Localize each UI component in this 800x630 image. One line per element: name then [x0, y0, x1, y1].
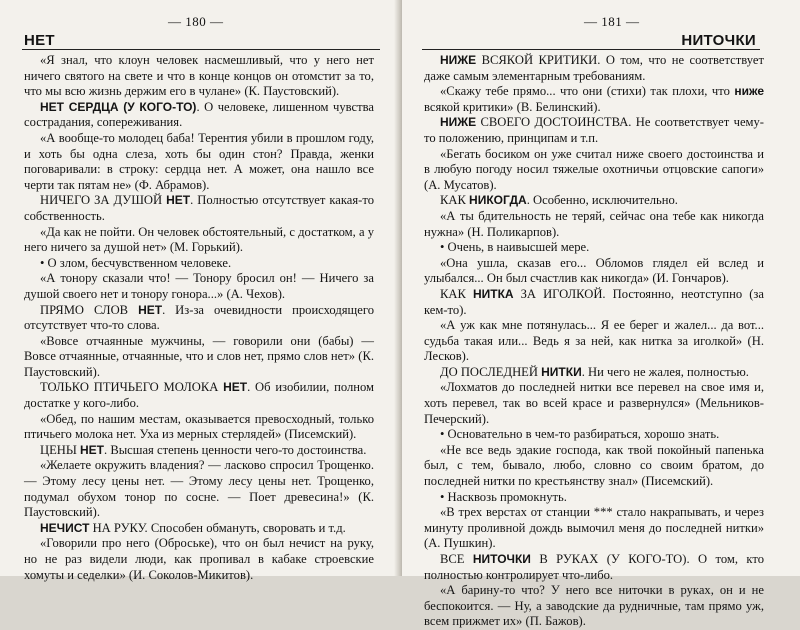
- body-text: . Особенно, исключительно.: [526, 193, 678, 208]
- paragraph: [24, 256, 374, 272]
- paragraph: [24, 521, 374, 537]
- left-page-text: [24, 53, 374, 583]
- paragraph: [424, 147, 764, 194]
- paragraph: [24, 100, 374, 131]
- paragraph: [424, 84, 764, 115]
- body-text: • О злом, бесчувственном человеке.: [40, 255, 232, 270]
- body-text: «Она ушла, сказав его... Обломов глядел ей вслед и улыбался... Он был счастлив как никогда» (И. Гончаров).: [424, 255, 764, 286]
- body-text: . О человеке, лишенном чувства сострадания, сопереживания.: [24, 99, 374, 130]
- paragraph: [24, 225, 374, 256]
- headword-text: ниже: [734, 84, 764, 99]
- body-text: «Лохматов до последней нитки все перевел на свое имя и, хоть перевел, так во всей красе и развернулся» (Мельников-Печерский).: [424, 380, 764, 426]
- paragraph: [24, 380, 374, 411]
- paragraph: [24, 53, 374, 100]
- body-text: «Я знал, что клоун человек насмешливый, что у него нет ничего святого на свете и что в конце концов он отомстит за то, что мы всю жизнь держим его в чулане» (К. Паустовский).: [24, 53, 374, 99]
- paragraph: [24, 271, 374, 302]
- paragraph: [424, 256, 764, 287]
- body-text: . Об изобилии, полном достатке у кого-либо.: [24, 380, 375, 411]
- body-text: КАК: [440, 193, 470, 208]
- body-text: НА РУКУ. Способен обмануть, своровать и т.д.: [89, 520, 346, 535]
- paragraph: [424, 583, 764, 630]
- paragraph: [24, 193, 374, 224]
- body-text: «Не все ведь эдакие господа, как твой покойный папенька был, с тем, бывало, любо, словно со своим братом, до последней нитки по крестьянству знал» (Писемский).: [424, 442, 764, 489]
- paragraph: [24, 458, 374, 520]
- paragraph: [24, 303, 374, 334]
- body-text: ПРЯМО СЛОВ: [40, 302, 139, 317]
- headword-text: НЕТ: [138, 302, 163, 317]
- paragraph: [24, 536, 374, 583]
- body-text: ДО ПОСЛЕДНЕЙ: [440, 364, 542, 379]
- headword-text: НЕТ: [80, 442, 105, 457]
- paragraph: [424, 490, 764, 506]
- paragraph: [424, 287, 764, 318]
- header-rule: [422, 49, 760, 50]
- right-page: [402, 0, 800, 629]
- body-text: «В трех верстах от станции *** стало накрапывать, и через минуту проливной дождь вымочил меня до последней нитки» (А. Пушкин).: [424, 505, 764, 551]
- body-text: «А барину-то что? У него все ниточки в руках, он и не беспокоится. — Ну, а заводские да рудничные, там прямо уж, всем прижмет их» (П. Бажов).: [424, 583, 764, 629]
- headword-text: НИТКА: [472, 286, 514, 301]
- body-text: . Ни чего не жалея, полностью.: [581, 364, 749, 379]
- body-text: «Говорили про него (Оброське), что он был нечист на руку, но не раз видели люди, как пропивал в кабаке строевские хомуты и седелки» (И. Соколов-Микитов).: [24, 536, 374, 582]
- right-page-text: [424, 53, 764, 630]
- body-text: . Полностью отсутствует какая-то собственность.: [24, 193, 374, 223]
- body-text: «Бегать босиком он уже считал ниже своего достоинства и в любую погоду носил тяжелые охотничьи отцовские сапоги» (А. Мусатов).: [424, 146, 764, 192]
- paragraph: [24, 412, 374, 443]
- body-text: «А ты бдительность не теряй, сейчас она тебе как никогда нужна» (Н. Поликарпов).: [424, 208, 764, 239]
- body-text: «А уж как мне потянулась... Я ее берег и жалел... да вот... судьба такая или... Ведь я за ней, как нитка за иголкой» (Н. Лесков).: [424, 318, 764, 364]
- body-text: В РУКАХ (У КОГО-ТО). О том, кто полностью контролирует что-либо.: [424, 552, 764, 582]
- paragraph: [424, 552, 764, 583]
- paragraph: [424, 240, 764, 256]
- page-number: — 180 —: [168, 14, 224, 29]
- body-text: . Из-за очевидности происходящего отсутствует что-то слова.: [24, 302, 374, 333]
- paragraph: [424, 53, 764, 84]
- paragraph: [424, 365, 764, 381]
- paragraph: [24, 443, 374, 459]
- page-number: — 181 —: [584, 14, 640, 29]
- headword-text: НИЖЕ: [440, 53, 477, 67]
- body-text: «Обед, по нашим местам, оказывается превосходный, только птичьего молока нет. Уха из мерных стерлядей» (Писемский).: [24, 411, 374, 442]
- paragraph: [24, 131, 374, 193]
- body-text: ВСЕ: [440, 552, 473, 566]
- body-text: • Очень, в наивысшей мере.: [440, 240, 590, 255]
- running-head: НИТОЧКИ: [681, 32, 756, 49]
- body-text: «Вовсе отчаянные мужчины, — говорили они (бабы) — Вовсе отчаянные, отчаянные, что и слов нет, прямо слов нет» (К. Паустовский).: [24, 333, 374, 379]
- headword-text: НИТКИ: [541, 364, 582, 379]
- headword-text: НИЖЕ: [440, 115, 477, 130]
- left-page: [0, 0, 398, 582]
- headword-text: НЕТ СЕРДЦА (У КОГО-ТО): [40, 99, 197, 114]
- body-text: КАК: [440, 286, 473, 301]
- paragraph: [424, 380, 764, 427]
- body-text: всякой критики» (В. Белинский).: [424, 99, 601, 114]
- paragraph: [424, 209, 764, 240]
- body-text: «Желаете окружить владения? — ласково спросил Трощенко. — Этому лесу цены нет. — Этому лесу цены нет. Трощенко, подумал обухом тонор по сосне. — Поет древесина!» (К. Паустовский).: [24, 458, 374, 520]
- body-text: «А вообще-то молодец баба! Терентия убили в прошлом году, и хоть бы одна слеза, хоть бы один стон? Правда, женки поговаривали: в строку: сердца нет. А может, она нашло все черти так пятам не» (Ф. Абрамов).: [24, 130, 374, 192]
- body-text: ЗА ИГОЛКОЙ. Постоянно, неотступно (за кем-то).: [424, 286, 764, 317]
- body-text: • Основательно в чем-то разбираться, хорошо знать.: [440, 427, 720, 442]
- headword-text: НИКОГДА: [469, 193, 527, 208]
- paragraph: [424, 193, 764, 209]
- paragraph: [424, 505, 764, 552]
- body-text: ЦЕНЫ: [40, 442, 81, 457]
- body-text: ВСЯКОЙ КРИТИКИ. О том, что не соответствует даже самым элементарным требованиям.: [424, 53, 764, 83]
- running-head: НЕТ: [24, 32, 55, 49]
- body-text: «Скажу тебе прямо... что они (стихи) так плохи, что: [440, 84, 735, 99]
- paragraph: [424, 443, 764, 490]
- headword-text: НЕЧИСТ: [40, 520, 90, 535]
- paragraph: [424, 427, 764, 443]
- body-text: ТОЛЬКО ПТИЧЬЕГО МОЛОКА: [40, 380, 224, 395]
- body-text: «Да как не пойти. Он человек обстоятельный, с достатком, а у него ничего за душой нет» (М. Горький).: [24, 224, 374, 255]
- body-text: СВОЕГО ДОСТОИНСТВА. Не соответствует чему-то положению, принципам и т.п.: [424, 115, 764, 145]
- body-text: «А тонору сказали что! — Тонору бросил он! — Ничего за душой своего нет и тонору гонора...» (А. Чехов).: [24, 271, 374, 301]
- headword-text: НИТОЧКИ: [472, 552, 531, 566]
- paragraph: [424, 115, 764, 146]
- body-text: • Насквозь промокнуть.: [440, 489, 567, 504]
- body-text: НИЧЕГО ЗА ДУШОЙ: [40, 193, 167, 208]
- headword-text: НЕТ: [223, 380, 248, 395]
- headword-text: НЕТ: [166, 193, 191, 208]
- body-text: . Высшая степень ценности чего-то достоинства.: [104, 442, 367, 457]
- header-rule: [22, 49, 380, 50]
- paragraph: [424, 318, 764, 365]
- paragraph: [24, 334, 374, 381]
